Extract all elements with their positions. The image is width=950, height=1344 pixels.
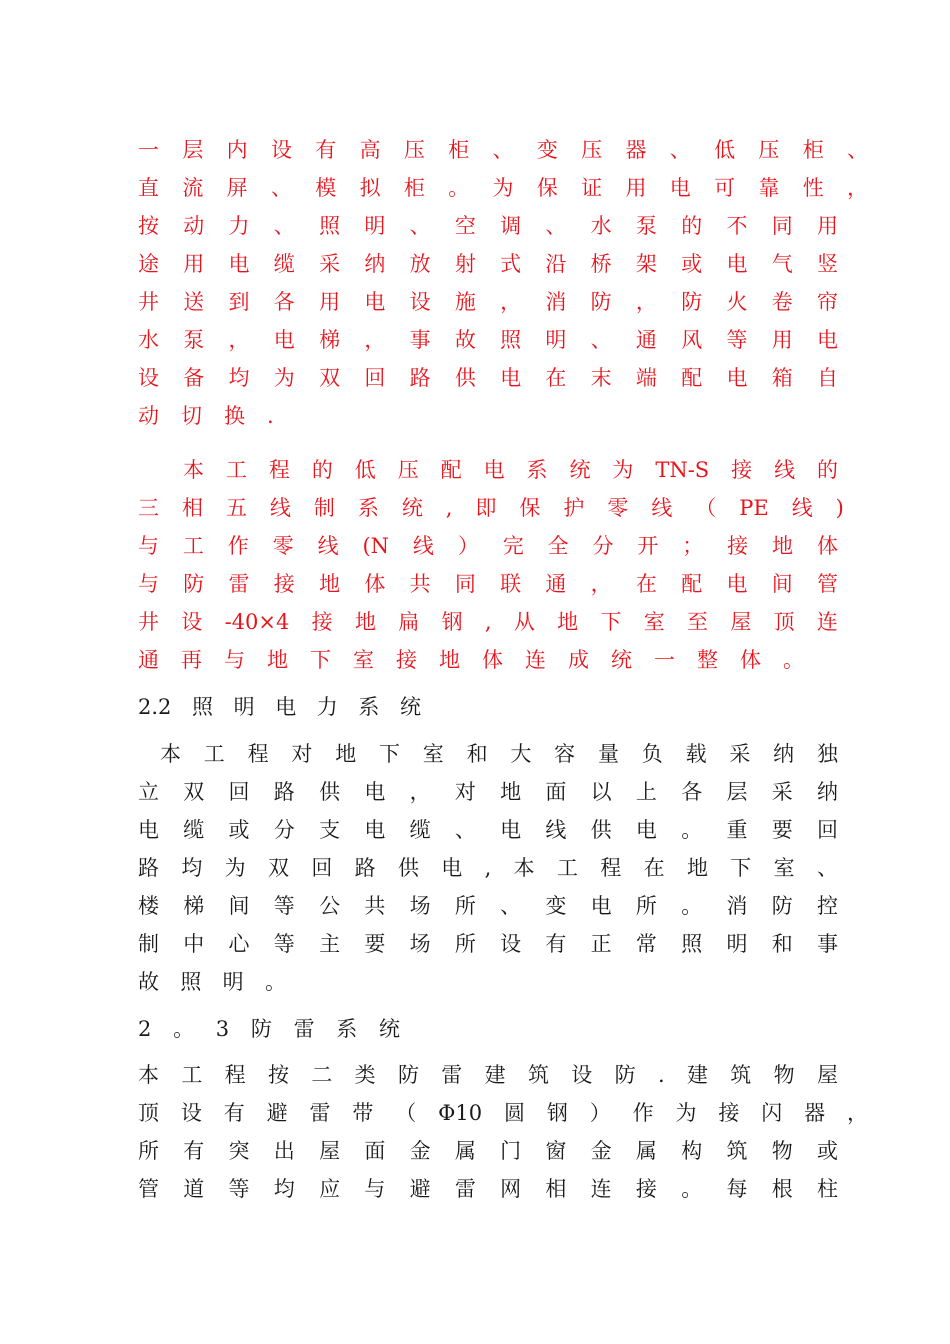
text-line: 制 中 心 等 主 要 场 所 设 有 正 常 照 明 和 事 (138, 932, 838, 956)
text-line: 与 防 雷 接 地 体 共 同 联 通 ， 在 配 电 间 管 (138, 572, 838, 596)
text-line: 路 均 为 双 回 路 供 电 , 本 工 程 在 地 下 室 、 (138, 856, 838, 880)
text-line: 与 工 作 零 线 (N 线 ） 完 全 分 开 ； 接 地 体 (138, 534, 838, 558)
text-line: 电 缆 或 分 支 电 缆 、 电 线 供 电 。 重 要 回 (138, 818, 838, 842)
text-line: 顶 设 有 避 雷 带 （ Φ10 圆 钢 ） 作 为 接 闪 器 ， (138, 1101, 868, 1125)
section-heading: 2 。 3 防 雷 系 统 (138, 1017, 400, 1041)
text-line: 本 工 程 按 二 类 防 雷 建 筑 设 防 . 建 筑 物 屋 (138, 1063, 838, 1087)
text-line: 管 道 等 均 应 与 避 雷 网 相 连 接 。 每 根 柱 (138, 1177, 838, 1201)
section-heading: 2.2 照 明 电 力 系 统 (138, 695, 421, 719)
text-line: 动 切 换 . (138, 404, 274, 428)
text-line: 本 工 程 的 低 压 配 电 系 统 为 TN-S 接 线 的 (183, 458, 838, 482)
text-line: 井 设 -40×4 接 地 扁 钢 , 从 地 下 室 至 屋 顶 连 (138, 610, 838, 634)
text-line: 途 用 电 缆 采 纳 放 射 式 沿 桥 架 或 电 气 竖 (138, 252, 838, 276)
text-line: 通 再 与 地 下 室 接 地 体 连 成 统 一 整 体 。 (138, 648, 804, 672)
text-line: 三 相 五 线 制 系 统 , 即 保 护 零 线 （ PE 线 ) (138, 496, 844, 520)
text-line: 本 工 程 对 地 下 室 和 大 容 量 负 载 采 纳 独 (160, 742, 838, 766)
text-line: 立 双 回 路 供 电 ， 对 地 面 以 上 各 层 采 纳 (138, 780, 838, 804)
text-line: 设 备 均 为 双 回 路 供 电 在 末 端 配 电 箱 自 (138, 366, 838, 390)
text-line: 井 送 到 各 用 电 设 施 ， 消 防 ， 防 火 卷 帘 (138, 290, 838, 314)
text-line: 楼 梯 间 等 公 共 场 所 、 变 电 所 。 消 防 控 (138, 894, 838, 918)
text-line: 所 有 突 出 屋 面 金 属 门 窗 金 属 构 筑 物 或 (138, 1139, 838, 1163)
text-line: 按 动 力 、 照 明 、 空 调 、 水 泵 的 不 同 用 (138, 214, 838, 238)
text-line: 故 照 明 。 (138, 970, 286, 994)
text-line: 直 流 屏 、 模 拟 柜 。 为 保 证 用 电 可 靠 性 ， (138, 176, 868, 200)
text-line: 一 层 内 设 有 高 压 柜 、 变 压 器 、 低 压 柜 、 (138, 138, 868, 162)
text-line: 水 泵 ， 电 梯 ， 事 故 照 明 、 通 风 等 用 电 (138, 328, 838, 352)
